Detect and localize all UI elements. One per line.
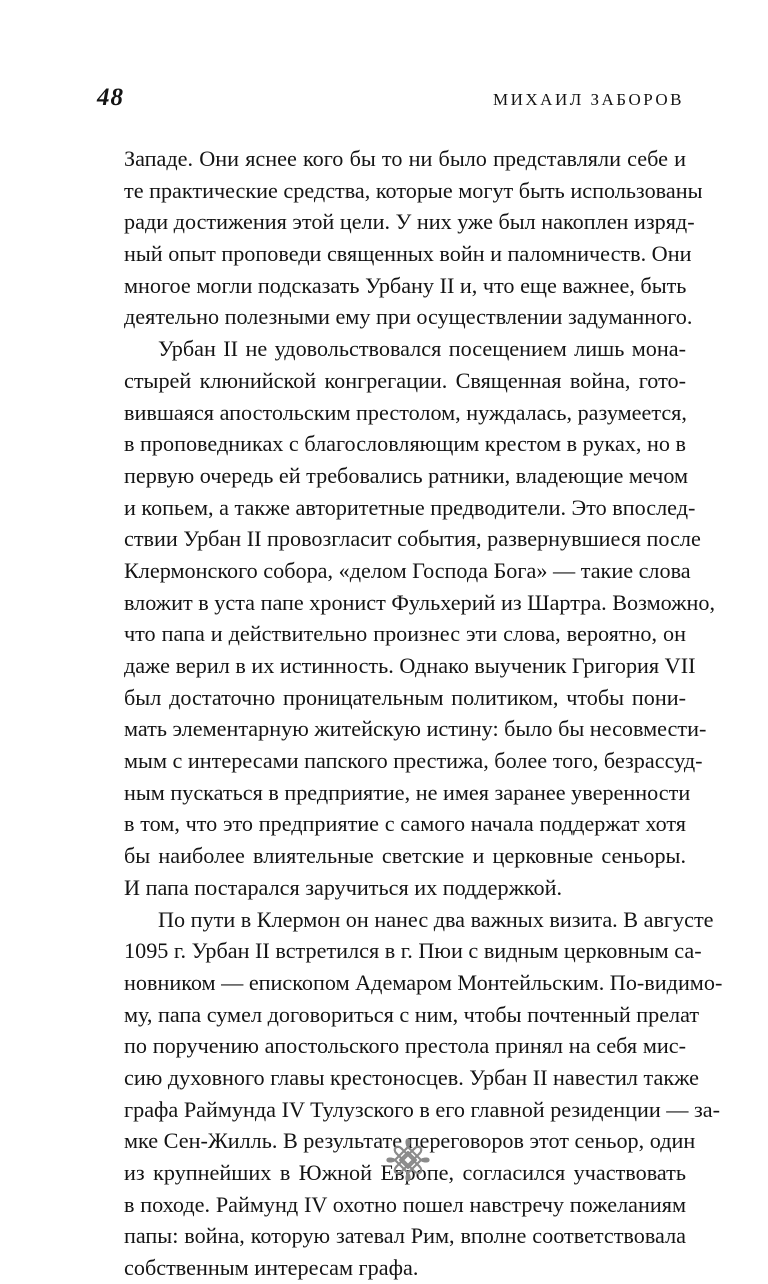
celtic-knot-ornament-icon xyxy=(383,1135,433,1185)
text-line: графа Раймунда IV Тулузского в его главной резиденции — за- xyxy=(124,1096,720,1122)
text-line: был достаточно проницательным политиком, чтобы пони- xyxy=(124,684,686,710)
text-line: И папа постарался заручиться их поддержкой. xyxy=(124,874,563,900)
running-head: МИХАИЛ ЗАБОРОВ xyxy=(493,90,684,109)
text-line: первую очередь ей требовались ратники, владеющие мечом xyxy=(124,462,689,488)
text-line: ным пускаться в предприятие, не имея заранее уверенности xyxy=(124,779,691,805)
text-line: ный опыт проповеди священных войн и паломничеств. Они xyxy=(124,241,692,267)
text-line: Клермонского собора, «делом Господа Бога» — такие слова xyxy=(124,557,691,583)
text-block xyxy=(124,143,723,1284)
text-line: мать элементарную житейскую истину: было бы несовмести- xyxy=(124,716,707,742)
text-line: Западе. Они яснее кого бы то ни было представляли себе и xyxy=(124,146,686,171)
text-line: По пути в Клермон он нанес два важных визита. В августе xyxy=(158,906,714,932)
page-number: 48 xyxy=(97,84,124,111)
paragraph xyxy=(124,904,723,1284)
text-line: мке Сен-Жилль. В результате переговоров этот сеньор, один xyxy=(124,1128,696,1154)
text-line: многое могли подсказать Урбану II и, что еще важнее, быть xyxy=(124,272,687,298)
text-line: стырей клюнийской конгрегации. Священная война, гото- xyxy=(124,367,686,393)
text-line: 1095 г. Урбан II встретился в г. Пюи с видным церковным са- xyxy=(124,938,702,964)
text-line: и копьем, а также авторитетные предводители. Это впослед- xyxy=(124,494,696,520)
text-line: папы: война, которую затевал Рим, вполне соответствовала xyxy=(124,1223,686,1249)
text-line: мым с интересами папского престижа, более того, безрассуд- xyxy=(124,748,703,774)
text-line: в том, что это предприятие с самого начала поддержат хотя xyxy=(124,811,686,837)
text-line: даже верил в их истинность. Однако выученик Григория VII xyxy=(124,653,696,678)
text-line: Урбан II не удовольствовался посещением лишь мона- xyxy=(158,336,686,362)
text-line: ради достижения этой цели. У них уже был накоплен изряд- xyxy=(124,209,695,235)
text-line: ствии Урбан II провозгласит события, развернувшиеся после xyxy=(124,526,701,552)
text-line: му, папа сумел договориться с ним, чтобы почтенный прелат xyxy=(124,1001,700,1027)
text-line: те практические средства, которые могут быть использованы xyxy=(124,177,703,203)
text-line: по поручению апостольского престола принял на себя мис- xyxy=(124,1033,686,1059)
text-line: сию духовного главы крестоносцев. Урбан II навестил также xyxy=(124,1064,700,1090)
text-line: что папа и действительно произнес эти слова, вероятно, он xyxy=(124,621,686,647)
text-line: собственным интересам графа. xyxy=(124,1255,419,1281)
text-line: из крупнейших в Южной Европе, согласился участвовать xyxy=(124,1160,686,1185)
text-line: новником — епископом Адемаром Монтейльским. По-видимо- xyxy=(124,969,723,995)
paragraph xyxy=(124,333,715,903)
text-line: вившаяся апостольским престолом, нуждалась, разумеется, xyxy=(124,399,687,425)
text-line: в проповедниках с благословляющим крестом в руках, но в xyxy=(124,431,686,457)
text-line: вложит в уста папе хронист Фульхерий из Шартра. Возможно, xyxy=(124,589,715,615)
text-line: бы наиболее влиятельные светские и церковные сеньоры. xyxy=(124,843,686,869)
text-line: деятельно полезными ему при осуществлении задуманного. xyxy=(124,304,693,330)
text-line: в походе. Раймунд IV охотно пошел навстречу пожеланиям xyxy=(124,1191,686,1217)
paragraph xyxy=(124,143,703,333)
